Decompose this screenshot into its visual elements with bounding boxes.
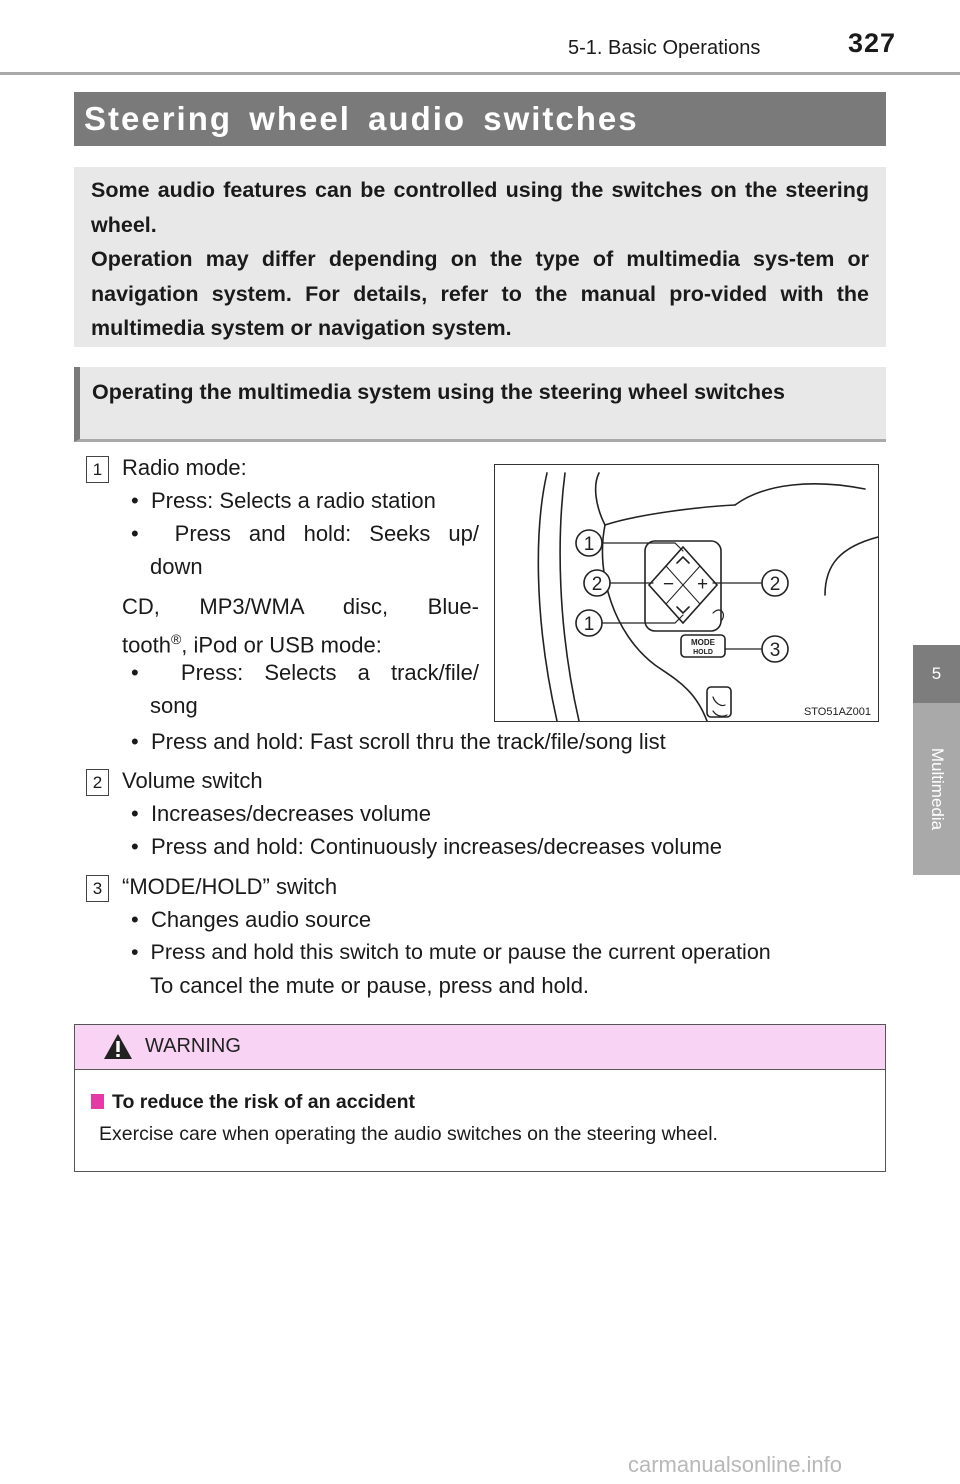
minus-glyph: − [663, 574, 675, 595]
bullet-continuation: To cancel the mute or pause, press and hold. [150, 973, 590, 998]
figure-callout: 1 [583, 534, 595, 555]
warning-title: To reduce the risk of an accident [91, 1091, 415, 1114]
warning-header [75, 1025, 885, 1070]
figure-callout: 3 [769, 640, 781, 661]
page-title: Steering wheel audio switches [84, 100, 639, 137]
figure-callout: 2 [769, 574, 781, 595]
figure-callout: 1 [583, 614, 595, 635]
bullet-item: • Changes audio source [131, 907, 372, 932]
item-heading: Radio mode: [122, 455, 247, 480]
steering-switch-figure [494, 464, 879, 722]
item-marker: 1 [86, 456, 109, 483]
chapter-number: 5 [913, 645, 960, 703]
item-subheading: tooth®, iPod or USB mode: [122, 631, 382, 658]
item-subheading: CD, MP3/WMA disc, Blue- [122, 594, 479, 619]
item-marker: 2 [86, 769, 109, 796]
subheading-box [74, 367, 886, 442]
bullet-continuation: down [150, 554, 203, 579]
steering-wheel-illustration [495, 465, 878, 721]
warning-square-icon [91, 1094, 104, 1109]
header-rule [0, 72, 960, 75]
section-heading: 5-1. Basic Operations [568, 37, 761, 59]
page-number: 327 [848, 28, 897, 58]
bullet-item: • Press: Selects a track/file/ [131, 660, 479, 685]
intro-line-2: Operation may differ depending on the type of multimedia sys-tem or navigation system. For details, refer to the manual pro-vided with the multimedia system or navigation system. [91, 247, 869, 340]
intro-line-1: Some audio features can be controlled using the switches on the steering wheel. [91, 178, 869, 237]
item-heading: Volume switch [122, 768, 263, 793]
warning-label: WARNING [145, 1035, 241, 1057]
bullet-item: • Increases/decreases volume [131, 801, 431, 826]
plus-glyph: + [697, 574, 709, 595]
bullet-item: • Press and hold: Fast scroll thru the track/file/song list [131, 729, 666, 754]
hold-label: HOLD [693, 649, 713, 656]
item-marker: 3 [86, 875, 109, 902]
warning-triangle-icon [103, 1033, 133, 1060]
subheading-text: Operating the multimedia system using the steering wheel switches [92, 380, 785, 404]
watermark: carmanualsonline.info [628, 1452, 843, 1477]
bullet-item: • Press and hold: Continuously increases/decreases volume [131, 834, 723, 859]
intro-box [74, 167, 886, 347]
bullet-continuation: song [150, 693, 198, 718]
figure-callout: 2 [591, 574, 603, 595]
bullet-item: • Press: Selects a radio station [131, 488, 436, 513]
figure-code: STO51AZ001 [803, 706, 871, 718]
bullet-item: • Press and hold this switch to mute or pause the current operation [131, 940, 771, 964]
warning-box [74, 1024, 886, 1172]
bullet-item: • Press and hold: Seeks up/ [131, 521, 479, 546]
mode-label: MODE [691, 638, 715, 647]
chapter-label: Multimedia [927, 747, 947, 831]
warning-text: Exercise care when operating the audio switches on the steering wheel. [99, 1123, 718, 1145]
item-heading: “MODE/HOLD” switch [122, 874, 338, 899]
